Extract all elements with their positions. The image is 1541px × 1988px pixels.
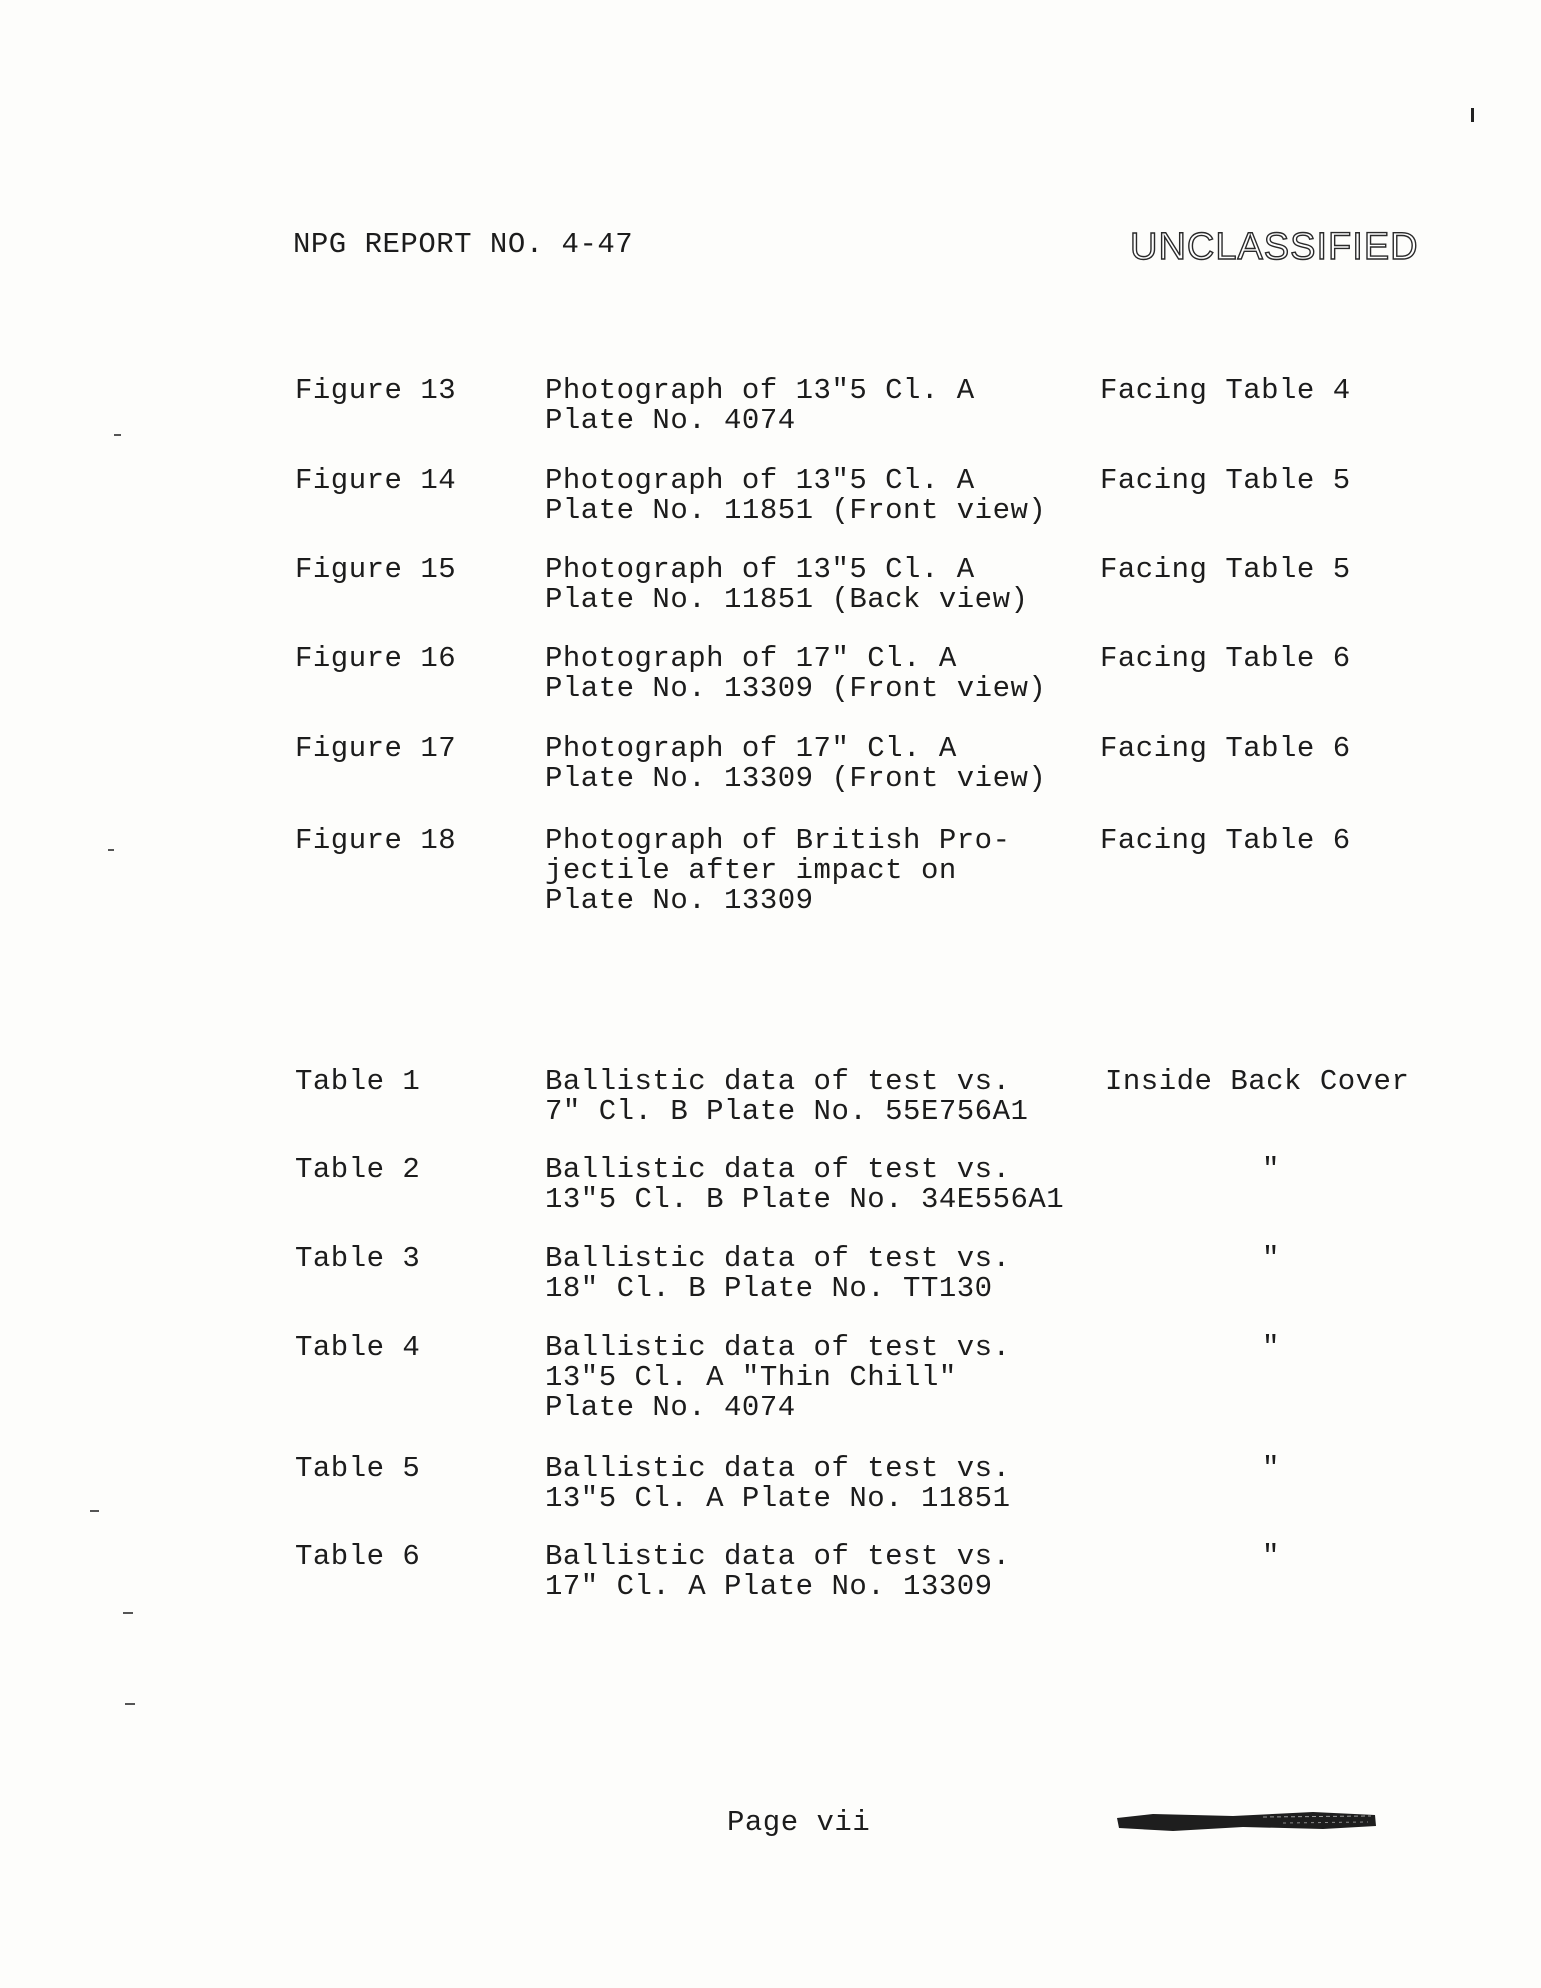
entry-label: Table 1 (295, 1065, 421, 1098)
entry-location: Facing Table 5 (1100, 553, 1351, 586)
description-line: Ballistic data of test vs. (545, 1153, 1011, 1186)
entry-location: Facing Table 6 (1100, 642, 1351, 675)
description-line: 18" Cl. B Plate No. TT130 (545, 1272, 993, 1305)
ditto-mark: " (1262, 1331, 1280, 1364)
description-line: Plate No. 13309 (Front view) (545, 762, 1047, 795)
description-line: Ballistic data of test vs. (545, 1065, 1011, 1098)
description-line: Photograph of 13″5 Cl. A (545, 464, 975, 497)
entry-description (545, 1067, 1028, 1127)
ditto-mark: " (1262, 1242, 1280, 1275)
entry-label: Figure 16 (295, 642, 457, 675)
description-line: Plate No. 13309 (545, 884, 814, 917)
ditto-mark: " (1262, 1540, 1280, 1573)
description-line: Plate No. 13309 (Front view) (545, 672, 1047, 705)
report-number: NPG REPORT NO. 4-47 (293, 228, 634, 261)
description-line: Plate No. 11851 (Front view) (545, 494, 1047, 527)
description-line: Ballistic data of test vs. (545, 1452, 1011, 1485)
entry-label: Figure 15 (295, 553, 457, 586)
classification-stamp: UNCLASSIFIED (1130, 226, 1419, 268)
entry-description (545, 1333, 1010, 1423)
entry-description (545, 1454, 1010, 1514)
entry-label: Table 2 (295, 1153, 421, 1186)
scan-speck (90, 1510, 99, 1512)
description-line: Photograph of 13″5 Cl. A (545, 374, 975, 407)
entry-label: Table 6 (295, 1540, 421, 1573)
description-line: 13″5 Cl. B Plate No. 34E556A1 (545, 1183, 1065, 1216)
entry-description (545, 734, 1046, 794)
description-line: 7" Cl. B Plate No. 55E756A1 (545, 1095, 1029, 1128)
entry-label: Table 5 (295, 1452, 421, 1485)
description-line: Photograph of 13″5 Cl. A (545, 553, 975, 586)
entry-description (545, 466, 1046, 526)
description-line: Plate No. 4074 (545, 1391, 796, 1424)
description-line: Plate No. 11851 (Back view) (545, 583, 1029, 616)
entry-label: Figure 13 (295, 374, 457, 407)
redaction-mark (1113, 1808, 1378, 1834)
description-line: 17" Cl. A Plate No. 13309 (545, 1570, 993, 1603)
description-line: Photograph of British Pro- (545, 824, 1011, 857)
entry-label: Figure 14 (295, 464, 457, 497)
entry-description (545, 1244, 1010, 1304)
entry-description (545, 826, 1010, 916)
description-line: Photograph of 17" Cl. A (545, 732, 957, 765)
description-line: Photograph of 17" Cl. A (545, 642, 957, 675)
description-line: Ballistic data of test vs. (545, 1331, 1011, 1364)
scan-speck (125, 1703, 135, 1705)
entry-description (545, 555, 1028, 615)
entry-label: Table 4 (295, 1331, 421, 1364)
entry-location: Facing Table 6 (1100, 824, 1351, 857)
entry-label: Table 3 (295, 1242, 421, 1275)
scan-speck (108, 849, 114, 851)
ditto-mark: " (1262, 1452, 1280, 1485)
description-line: 13″5 Cl. A "Thin Chill" (545, 1361, 957, 1394)
entry-description (545, 1155, 1064, 1215)
scan-speck (123, 1612, 133, 1614)
entry-location: Facing Table 5 (1100, 464, 1351, 497)
scan-speck (114, 434, 121, 436)
description-line: Ballistic data of test vs. (545, 1540, 1011, 1573)
entry-description (545, 644, 1046, 704)
entry-location: Facing Table 6 (1100, 732, 1351, 765)
description-line: 13″5 Cl. A Plate No. 11851 (545, 1482, 1011, 1515)
entry-description (545, 376, 975, 436)
entry-description (545, 1542, 1010, 1602)
entry-location: Inside Back Cover (1105, 1065, 1410, 1098)
description-line: Ballistic data of test vs. (545, 1242, 1011, 1275)
entry-location: Facing Table 4 (1100, 374, 1351, 407)
ditto-mark: " (1262, 1153, 1280, 1186)
entry-label: Figure 17 (295, 732, 457, 765)
description-line: Plate No. 4074 (545, 404, 796, 437)
entry-label: Figure 18 (295, 824, 457, 857)
description-line: jectile after impact on (545, 854, 957, 887)
page-number: Page vii (727, 1806, 871, 1839)
